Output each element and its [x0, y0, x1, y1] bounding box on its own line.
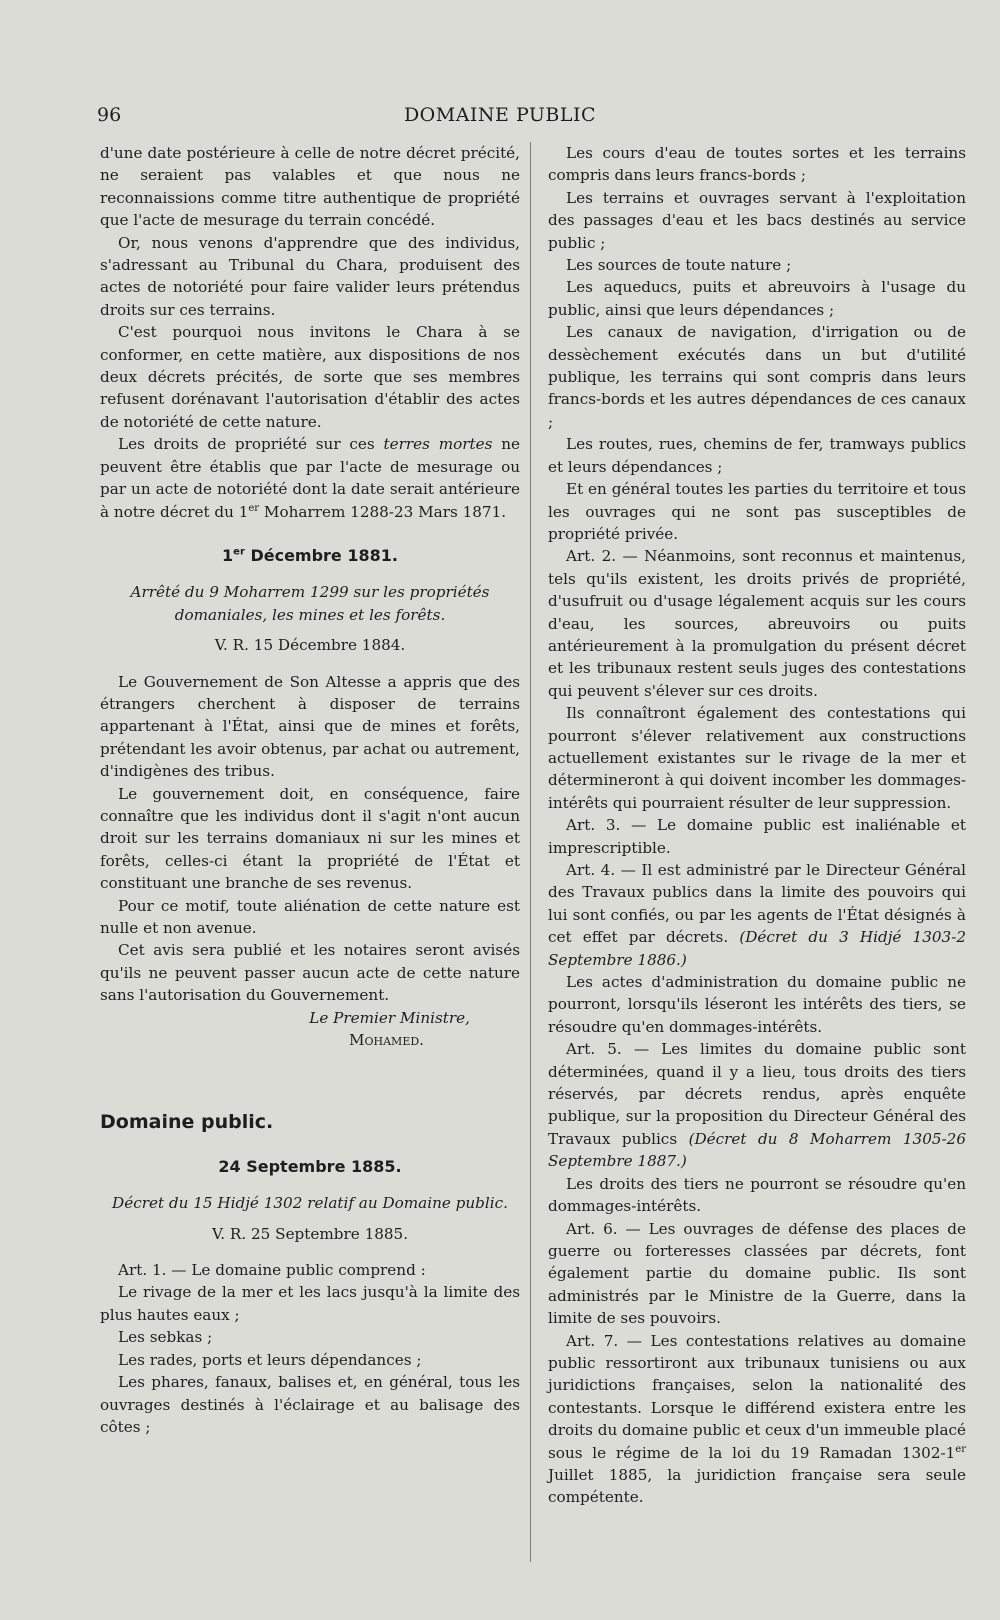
list-item: Les phares, fanaux, balises et, en général, tous les ouvrages destinés à l'éclairage et au balisage des côtes ;: [100, 1373, 520, 1436]
date-heading: 24 Septembre 1885.: [218, 1156, 402, 1176]
article: Art. 3. — Le domaine public est inaliénable et imprescriptible.: [548, 816, 966, 857]
citation: (Décret du 8 Moharrem 1305-26 Septembre 1887.): [548, 1129, 966, 1171]
paragraph: d'une date postérieure à celle de notre décret précité, ne seraient pas valables et que nous ne reconnaissions comme titre authentique de propriété que l'acte de mesurage du terrain concédé.: [100, 144, 520, 230]
list-item: Et en général toutes les parties du territoire et tous les ouvrages qui ne sont pas susceptibles de propriété privée.: [548, 480, 966, 543]
paragraph: Or, nous venons d'apprendre que des individus, s'adressant au Tribunal du Chara, produisent des actes de notoriété pour faire valider leurs prétendus droits sur ces terrains.: [100, 233, 520, 319]
paragraph: Les droits des tiers ne pourront se résoudre qu'en dommages-intérêts.: [548, 1174, 966, 1216]
date-heading: 1er Décembre 1881.: [222, 545, 398, 565]
article: Art. 2. — Néanmoins, sont reconnus et maintenus, tels qu'ils existent, les droits privés de propriété, d'usufruit ou d'usage légalement acquis sur les cours d'eau, les sources, abreuvoirs ou puits antérieurement à la promulgation du présent décret et les tribunaux restent seuls juges des contestations qui peuvent s'élever sur ces droits.: [548, 547, 966, 700]
paragraph: Les droits de propriété sur ces terres mortes ne peuvent être établis que par l'acte de mesurage ou par un acte de notoriété dont la date serait antérieure à notre décret du 1er Moharrem 1288-23 Mars 1871.: [100, 435, 520, 521]
column-divider: [530, 142, 531, 1562]
section-title: Domaine public.: [100, 1111, 274, 1134]
signature-name: Mohamed.: [348, 1031, 424, 1050]
article: Art. 1. — Le domaine public comprend :: [118, 1261, 426, 1280]
citation: (Décret du 3 Hidjé 1303-2 Septembre 1886.): [548, 928, 966, 969]
paragraph: Ils connaîtront également des contestations qui pourront s'élever relativement aux constructions actuellement existantes sur le rivage de la mer et détermineront à qui doivent incomber les dommages-intérêts qui pourraient résulter de leur suppression.: [548, 704, 966, 812]
list-item: Les aqueducs, puits et abreuvoirs à l'usage du public, ainsi que leurs dépendances ;: [548, 278, 966, 319]
italic-term: terres mortes: [383, 435, 493, 454]
right-column: [548, 142, 966, 1509]
list-item: Les sebkas ;: [118, 1328, 213, 1347]
list-item: Les rades, ports et leurs dépendances ;: [118, 1350, 422, 1369]
paragraph: Pour ce motif, toute aliénation de cette nature est nulle et non avenue.: [100, 896, 520, 937]
arrete-title: Arrêté du 9 Moharrem 1299 sur les propriétés domaniales, les mines et les forêts.: [130, 583, 490, 624]
article: Art. 6. — Les ouvrages de défense des places de guerre ou forteresses classées par décrets, font également partie du domaine public. Ils sont administrés par le Ministre de la Guerre, dans la limite de ses pouvoirs.: [548, 1219, 966, 1328]
list-item: Les terrains et ouvrages servant à l'exploitation des passages d'eau et les bacs destinés au service public ;: [548, 188, 966, 252]
list-item: Les sources de toute nature ;: [566, 256, 792, 275]
left-column: [100, 142, 520, 1438]
decret-title: Décret du 15 Hidjé 1302 relatif au Domaine public.: [112, 1194, 508, 1213]
vr-reference: V. R. 25 Septembre 1885.: [211, 1224, 409, 1243]
article: Art. 7. — Les contestations relatives au domaine public ressortiront aux tribunaux tunisiens ou aux juridictions françaises, selon la nationalité des contestants. Lorsque le différend existera entre les droits du domaine public et ceux d'un immeuble placé sous le régime de la loi du 19 Ramadan 1302-1er Juillet 1885, la juridiction française sera seule compétente.: [548, 1331, 966, 1507]
list-item: Le rivage de la mer et les lacs jusqu'à la limite des plus hautes eaux ;: [100, 1283, 520, 1324]
paragraph: Cet avis sera publié et les notaires seront avisés qu'ils ne peuvent passer aucun acte de cette nature sans l'autorisation du Gouvernement.: [100, 941, 520, 1005]
list-item: Les routes, rues, chemins de fer, tramways publics et leurs dépendances ;: [548, 435, 966, 476]
signature-title: Le Premier Ministre,: [309, 1008, 470, 1027]
paragraph: Les actes d'administration du domaine public ne pourront, lorsqu'ils léseront les intérêts des tiers, se résoudre qu'en dommages-intérêts.: [548, 973, 966, 1036]
running-title: DOMAINE PUBLIC: [403, 104, 597, 126]
list-item: Les cours d'eau de toutes sortes et les terrains compris dans leurs francs-bords ;: [548, 144, 966, 185]
paragraph: Le Gouvernement de Son Altesse a appris que des étrangers cherchent à disposer de terrains appartenant à l'État, ainsi que de mines et forêts, prétendant les avoir obtenus, par achat ou autrement, d'indigènes des tribus.: [100, 672, 520, 781]
list-item: Les canaux de navigation, d'irrigation ou de dessèchement exécutés dans un but d'utilité publique, les terrains qui sont compris dans leurs francs-bords et les autres dépendances de ces canaux ;: [548, 323, 966, 431]
paragraph: C'est pourquoi nous invitons le Chara à se conformer, en cette matière, aux dispositions de nos deux décrets précités, de sorte que ses membres refusent dorénavant l'autorisation d'établir des actes de notoriété de cette nature.: [100, 323, 520, 431]
article: Art. 4. — Il est administré par le Directeur Général des Travaux publics dans la limite des pouvoirs qui lui sont confiés, ou par les agents de l'État désignés à cet effet par décrets. (Décret du 3 Hidjé 1303-2 Septembre 1886.): [548, 861, 966, 969]
page-number: 96: [97, 104, 122, 126]
vr-reference: V. R. 15 Décembre 1884.: [214, 636, 406, 655]
article: Art. 5. — Les limites du domaine public sont déterminées, quand il y a lieu, tous droits des tiers réservés, par décrets rendus, après enquête publique, sur la proposition du Directeur Général des Travaux publics (Décret du 8 Moharrem 1305-26 Septembre 1887.): [548, 1040, 966, 1171]
paragraph: Le gouvernement doit, en conséquence, faire connaître que les individus dont il s'agit n'ont aucun droit sur les terrains domaniaux ni sur les mines et forêts, celles-ci étant la propriété de l'État et constituant une branche de ses revenus.: [100, 784, 520, 893]
